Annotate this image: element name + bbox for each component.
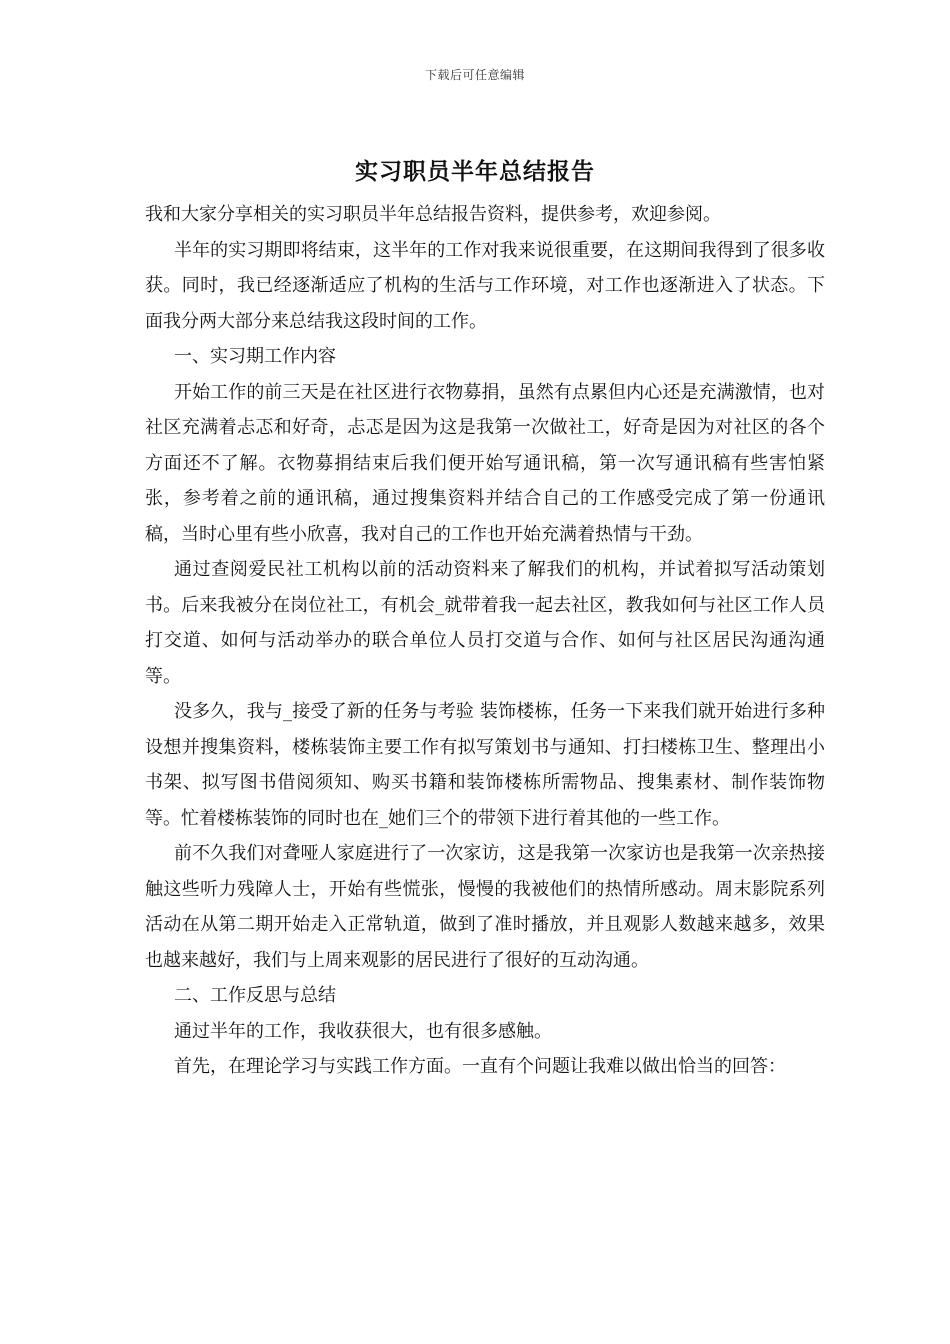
document-title: 实习职员半年总结报告 [355, 158, 595, 185]
section-heading: 一、实习期工作内容 [174, 346, 336, 367]
section-heading: 二、工作反思与总结 [174, 985, 336, 1006]
document-body [145, 197, 825, 1085]
header-note: 下载后可任意编辑 [424, 68, 525, 82]
paragraph: 首先，在理论学习与实践工作方面。一直有个问题让我难以做出恰当的回答： [174, 1056, 786, 1077]
paragraph: 通过半年的工作，我收获很大，也有很多感触。 [174, 1020, 552, 1042]
paragraph: 没多久，我与_接受了新的任务与考验 装饰楼栋，任务一下来我们就开始进行多种设想并搜集资料，楼栋装饰主要工作有拟写策划书与通知、打扫楼栋卫生、整理出小书架、拟写图书借阅须知、购买书籍和装饰楼栋所需物品、搜集素材、制作装饰物等。忙着楼栋装饰的同时也在_她们三个的带领下进行着其他的一些工作。 [145, 701, 825, 829]
paragraph: 前不久我们对聋哑人家庭进行了一次家访，这是我第一次家访也是我第一次亲热接触这些听力残障人士，开始有些慌张，慢慢的我被他们的热情所感动。周末影院系列活动在从第二期开始走入正常轨道，做到了准时播放，并且观影人数越来越多，效果也越来越好，我们与上周来观影的居民进行了很好的互动沟通。 [145, 843, 825, 971]
paragraph: 我和大家分享相关的实习职员半年总结报告资料，提供参考，欢迎参阅。 [145, 204, 721, 225]
paragraph: 开始工作的前三天是在社区进行衣物募捐，虽然有点累但内心还是充满激情，也对社区充满着忐忑和好奇，忐忑是因为这是我第一次做社工，好奇是因为对社区的各个方面还不了解。衣物募捐结束后我们便开始写通讯稿，第一次写通讯稿有些害怕紧张，参考着之前的通讯稿，通过搜集资料并结合自己的工作感受完成了第一份通讯稿，当时心里有些小欣喜，我对自己的工作也开始充满着热情与干劲。 [145, 381, 825, 545]
paragraph: 通过查阅爱民社工机构以前的活动资料来了解我们的机构，并试着拟写活动策划书。后来我被分在岗位社工，有机会_就带着我一起去社区，教我如何与社区工作人员打交道、如何与活动举办的联合单位人员打交道与合作、如何与社区居民沟通沟通等。 [145, 559, 825, 687]
paragraph: 半年的实习期即将结束，这半年的工作对我来说很重要，在这期间我得到了很多收获。同时，我已经逐渐适应了机构的生活与工作环境，对工作也逐渐进入了状态。下面我分两大部分来总结我这段时间的工作。 [145, 239, 825, 332]
